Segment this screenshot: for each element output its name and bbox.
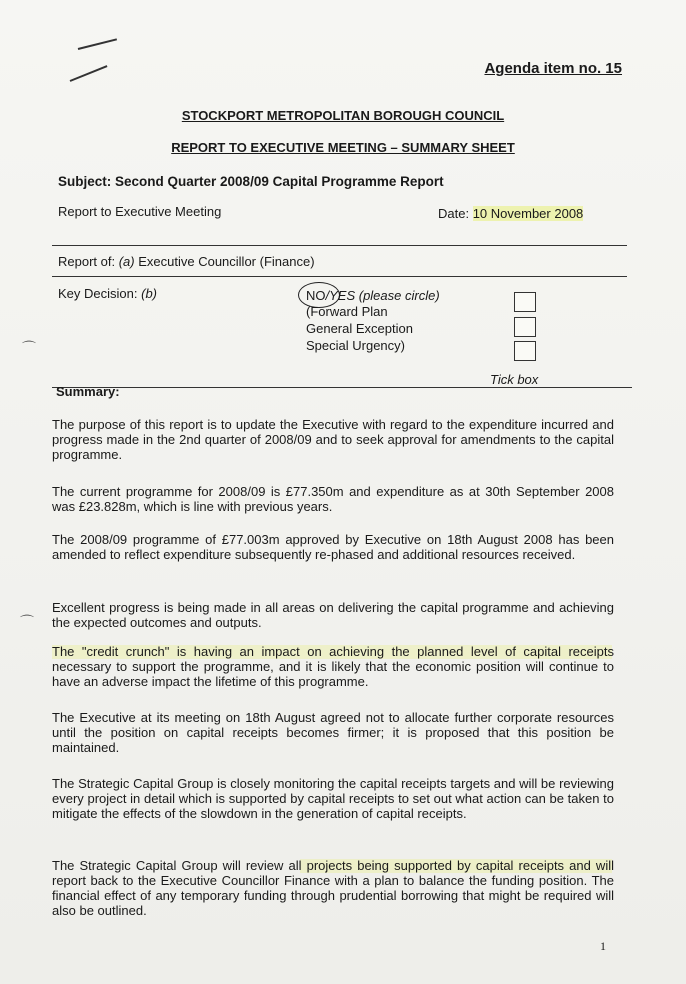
report-of — [58, 254, 315, 269]
summary-paragraph-6: The Executive at its meeting on 18th August agreed not to allocate further corporate resources until the position on capital receipts becomes firmer; it is proposed that this position be maintained. — [52, 710, 614, 755]
key-decision-label: Key Decision: — [58, 286, 138, 301]
pen-mark — [78, 38, 117, 50]
report-subject: Subject: Second Quarter 2008/09 Capital Programme Report — [58, 174, 444, 189]
page-number: 1 — [600, 939, 606, 953]
summary-paragraph-4: Excellent progress is being made in all areas on delivering the capital programme and achieving the expected outcomes and outputs. — [52, 600, 614, 630]
divider — [52, 387, 632, 388]
decision-yes: /YES (please circle) — [325, 288, 440, 303]
summary-paragraph-5: The "credit crunch" is having an impact on achieving the planned level of capital receipts necessary to support the programme, and it is likely that the economic position will continue to have an adverse impact the lifetime of this programme. — [52, 644, 614, 689]
summary-paragraph-3: The 2008/09 programme of £77.003m approved by Executive on 18th August 2008 has been amended to reflect expenditure subsequently re-phased and additional resources received. — [52, 532, 614, 562]
date-field — [438, 206, 583, 221]
summary-paragraph-1: The purpose of this report is to update the Executive with regard to the expenditure incurred and progress made in the 2nd quarter of 2008/09 and to seek approval for amendments to the capital programme. — [52, 417, 614, 462]
divider — [52, 245, 627, 246]
date-value: 10 November 2008 — [472, 206, 584, 221]
punch-hole-mark: ⌒ — [22, 340, 36, 356]
report-to-label: Report to Executive Meeting — [58, 204, 222, 219]
forward-plan-checkbox[interactable] — [514, 292, 536, 312]
summary-heading: Summary: — [56, 384, 120, 399]
punch-hole-mark: ⌒ — [20, 614, 34, 630]
decision-no: NO — [306, 288, 326, 303]
report-title: REPORT TO EXECUTIVE MEETING – SUMMARY SHEET — [171, 140, 515, 155]
report-of-marker: (a) — [118, 254, 135, 269]
report-of-label: Report of: — [58, 254, 116, 269]
option-special-urgency: Special Urgency) — [306, 338, 405, 353]
summary-paragraph-8: The Strategic Capital Group will review all projects being supported by capital receipts and will report back to the Executive Councillor Finance with a plan to balance the funding position. The financial effect of any temporary funding through prudential borrowing that might be required will also be outlined. — [52, 858, 614, 918]
option-general-exception: General Exception — [306, 321, 413, 336]
special-urgency-checkbox[interactable] — [514, 341, 536, 361]
tick-box-label: Tick box — [490, 372, 539, 387]
general-exception-checkbox[interactable] — [514, 317, 536, 337]
pen-mark — [70, 65, 108, 82]
report-of-value: Executive Councillor (Finance) — [138, 254, 315, 269]
option-forward-plan: (Forward Plan — [306, 304, 388, 319]
agenda-item-number: Agenda item no. 15 — [484, 60, 622, 77]
summary-paragraph-2: The current programme for 2008/09 is £77.350m and expenditure as at 30th September 2008 was £23.828m, which is line with previous years. — [52, 484, 614, 514]
divider — [52, 276, 627, 277]
date-label: Date: — [438, 206, 470, 221]
key-decision-marker: (b) — [141, 286, 157, 301]
council-name: STOCKPORT METROPOLITAN BOROUGH COUNCIL — [181, 108, 505, 123]
key-decision — [58, 286, 157, 301]
decision-no-yes — [306, 288, 440, 303]
summary-paragraph-7: The Strategic Capital Group is closely monitoring the capital receipts targets and will be reviewing every project in detail which is supported by capital receipts to set out what action can be taken to mitigate the effects of the slowdown in the generation of capital receipts. — [52, 776, 614, 821]
